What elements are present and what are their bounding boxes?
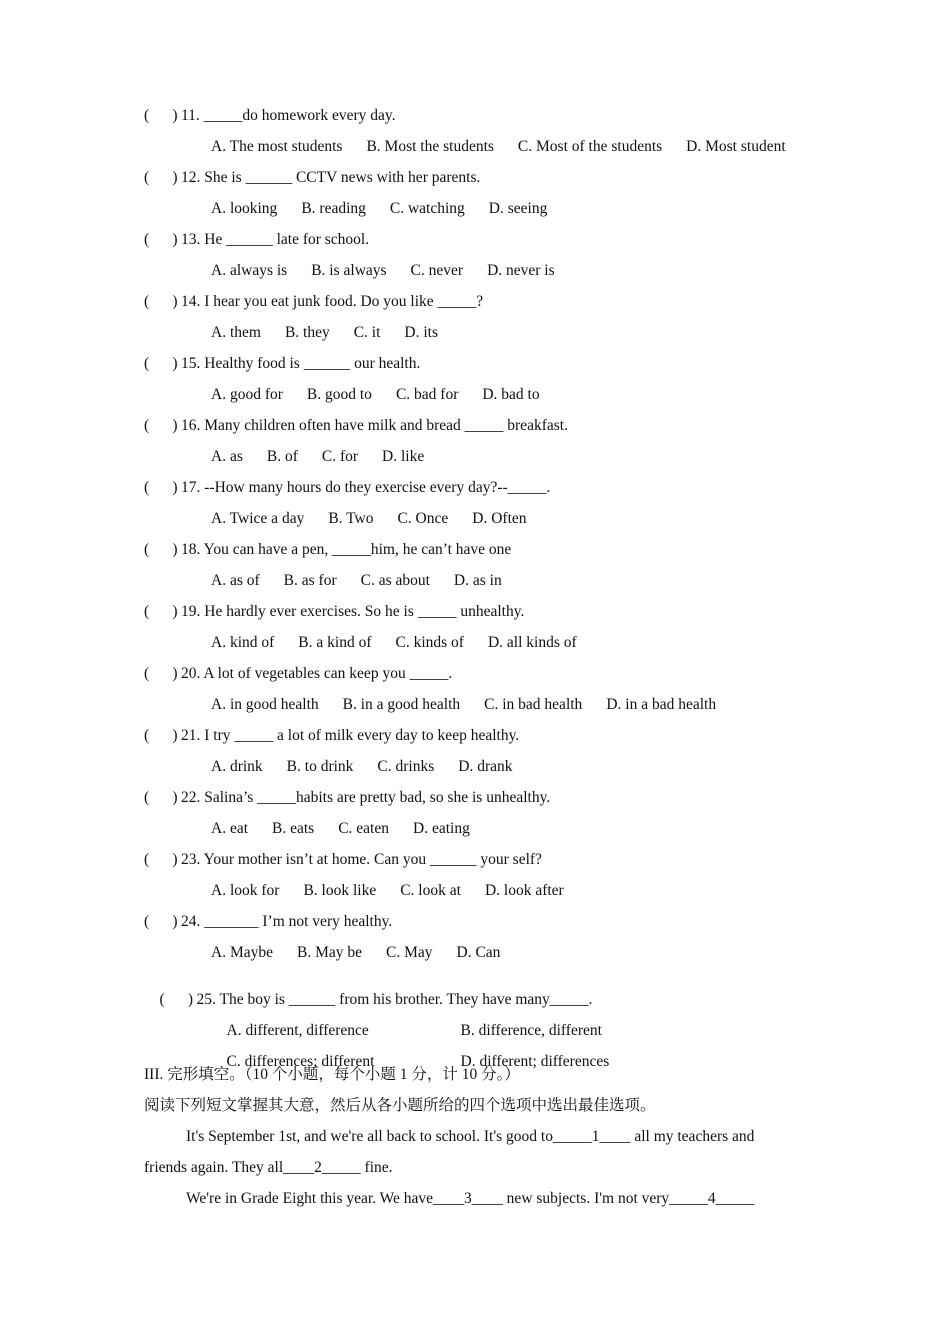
option: C. for bbox=[321, 448, 359, 465]
section-heading: III. 完形填空。（10 个小题，每个小题 1 分，计 10 分。） bbox=[144, 1066, 520, 1083]
option: A. kind of bbox=[211, 634, 275, 651]
section-instruction: 阅读下列短文掌握其大意，然后从各小题所给的四个选项中选出最佳选项。 bbox=[144, 1097, 656, 1114]
option: B. Most the students bbox=[366, 138, 494, 155]
option: B. a kind of bbox=[298, 634, 372, 651]
option: B. look like bbox=[303, 882, 377, 899]
option: A. Twice a day bbox=[211, 510, 305, 527]
question-text: 18. You can have a pen, _____him, he can’t have one bbox=[181, 541, 512, 558]
option: C. Once bbox=[397, 510, 449, 527]
answer-blank: ( ) bbox=[159, 991, 194, 1008]
answer-blank: ( ) bbox=[144, 169, 178, 186]
option: C. look at bbox=[400, 882, 461, 899]
question-11 bbox=[144, 107, 396, 125]
passage-line: It's September 1st, and we're all back to school. It's good to_____1____ all my teachers and bbox=[186, 1128, 755, 1145]
answer-blank: ( ) bbox=[144, 665, 178, 682]
option: D. bad to bbox=[482, 386, 540, 403]
option: B. eats bbox=[272, 820, 315, 837]
option: C. kinds of bbox=[395, 634, 464, 651]
answer-blank: ( ) bbox=[144, 727, 178, 744]
question-text: 12. She is ______ CCTV news with her parents. bbox=[181, 169, 481, 186]
option: D. Most student bbox=[686, 138, 786, 155]
answer-blank: ( ) bbox=[144, 851, 178, 868]
question-text: 14. I hear you eat junk food. Do you like _____? bbox=[181, 293, 484, 310]
option: A. as bbox=[211, 448, 243, 465]
option: A. look for bbox=[211, 882, 280, 899]
answer-blank: ( ) bbox=[144, 789, 178, 806]
question-23 bbox=[144, 851, 542, 869]
question-17 bbox=[144, 479, 550, 497]
question-text: 17. --How many hours do they exercise every day?--_____. bbox=[181, 479, 551, 496]
question-16-options bbox=[211, 448, 424, 466]
option: D. in a bad health bbox=[606, 696, 717, 713]
option: A. them bbox=[211, 324, 261, 341]
option: B. reading bbox=[301, 200, 366, 217]
option: A. as of bbox=[211, 572, 260, 589]
question-15 bbox=[144, 355, 420, 373]
option: D. all kinds of bbox=[487, 634, 577, 651]
option: D. like bbox=[382, 448, 425, 465]
option: B. good to bbox=[306, 386, 372, 403]
question-12 bbox=[144, 169, 480, 187]
option: A. good for bbox=[211, 386, 283, 403]
option: C. Most of the students bbox=[517, 138, 663, 155]
question-18 bbox=[144, 541, 511, 559]
passage-line: We're in Grade Eight this year. We have____3____ new subjects. I'm not very_____4_____ bbox=[186, 1190, 755, 1207]
option: C. as about bbox=[360, 572, 430, 589]
option: C. in bad health bbox=[484, 696, 583, 713]
question-text: 11. _____do homework every day. bbox=[181, 107, 396, 124]
question-text: 22. Salina’s _____habits are pretty bad, so she is unhealthy. bbox=[181, 789, 551, 806]
option: A. in good health bbox=[211, 696, 319, 713]
answer-blank: ( ) bbox=[144, 107, 178, 124]
question-24-options bbox=[211, 944, 500, 962]
question-24 bbox=[144, 913, 392, 931]
answer-blank: ( ) bbox=[144, 355, 178, 372]
question-14-options bbox=[211, 324, 438, 342]
question-14 bbox=[144, 293, 483, 311]
question-22-options bbox=[211, 820, 470, 838]
answer-blank: ( ) bbox=[144, 231, 178, 248]
answer-blank: ( ) bbox=[144, 417, 178, 434]
option: C. eaten bbox=[338, 820, 389, 837]
question-text: 19. He hardly ever exercises. So he is _____ unhealthy. bbox=[181, 603, 525, 620]
option: C. May bbox=[386, 944, 433, 961]
option: B. May be bbox=[297, 944, 363, 961]
option: A. Maybe bbox=[211, 944, 273, 961]
question-19 bbox=[144, 603, 524, 621]
question-20-options bbox=[211, 696, 716, 714]
option: A. always is bbox=[211, 262, 288, 279]
option: D. its bbox=[404, 324, 439, 341]
option: A. drink bbox=[211, 758, 263, 775]
option: B. they bbox=[284, 324, 330, 341]
question-text: 25. The boy is ______ from his brother. They have many_____. bbox=[196, 991, 593, 1008]
question-text: 15. Healthy food is ______ our health. bbox=[181, 355, 421, 372]
option: C. drinks bbox=[377, 758, 435, 775]
question-21 bbox=[144, 727, 519, 745]
option: B. Two bbox=[328, 510, 374, 527]
option: A. looking bbox=[211, 200, 278, 217]
answer-blank: ( ) bbox=[144, 479, 178, 496]
question-19-options bbox=[211, 634, 577, 652]
option: D. as in bbox=[453, 572, 502, 589]
option: D. eating bbox=[413, 820, 470, 837]
option: C. never bbox=[410, 262, 464, 279]
option: B. in a good health bbox=[342, 696, 461, 713]
option: A. The most students bbox=[211, 138, 343, 155]
option: C. watching bbox=[389, 200, 465, 217]
option: B. to drink bbox=[286, 758, 354, 775]
passage-line: friends again. They all____2_____ fine. bbox=[144, 1159, 393, 1176]
question-text: 13. He ______ late for school. bbox=[181, 231, 370, 248]
option: C. differences; different bbox=[226, 1053, 375, 1070]
option: B. is always bbox=[311, 262, 387, 279]
option: D. never is bbox=[487, 262, 555, 279]
answer-blank: ( ) bbox=[144, 541, 178, 558]
question-22 bbox=[144, 789, 550, 807]
answer-blank: ( ) bbox=[144, 293, 178, 310]
option: C. bad for bbox=[395, 386, 459, 403]
option: D. Can bbox=[456, 944, 501, 961]
question-text: 23. Your mother isn’t at home. Can you ______ your self? bbox=[181, 851, 542, 868]
option: B. of bbox=[266, 448, 298, 465]
question-21-options bbox=[211, 758, 513, 776]
option: A. eat bbox=[211, 820, 249, 837]
question-13 bbox=[144, 231, 369, 249]
option: D. seeing bbox=[488, 200, 548, 217]
question-23-options bbox=[211, 882, 564, 900]
question-15-options bbox=[211, 386, 540, 404]
question-20 bbox=[144, 665, 452, 683]
answer-blank: ( ) bbox=[144, 913, 178, 930]
answer-blank: ( ) bbox=[144, 603, 178, 620]
question-text: 20. A lot of vegetables can keep you _____. bbox=[181, 665, 453, 682]
question-text: 16. Many children often have milk and bread _____ breakfast. bbox=[181, 417, 568, 434]
question-text: 24. _______ I’m not very healthy. bbox=[181, 913, 393, 930]
option: B. difference, different bbox=[460, 1022, 602, 1039]
question-16 bbox=[144, 417, 568, 435]
question-13-options bbox=[211, 262, 555, 280]
option: B. as for bbox=[283, 572, 337, 589]
question-12-options bbox=[211, 200, 547, 218]
question-17-options bbox=[211, 510, 527, 528]
question-text: 21. I try _____ a lot of milk every day to keep healthy. bbox=[181, 727, 520, 744]
option: C. it bbox=[353, 324, 381, 341]
question-11-options bbox=[211, 138, 786, 156]
option: A. different, difference bbox=[226, 1022, 369, 1039]
option: D. different; differences bbox=[460, 1053, 610, 1070]
option: D. drank bbox=[458, 758, 513, 775]
option: D. look after bbox=[484, 882, 564, 899]
option: D. Often bbox=[472, 510, 527, 527]
question-18-options bbox=[211, 572, 502, 590]
